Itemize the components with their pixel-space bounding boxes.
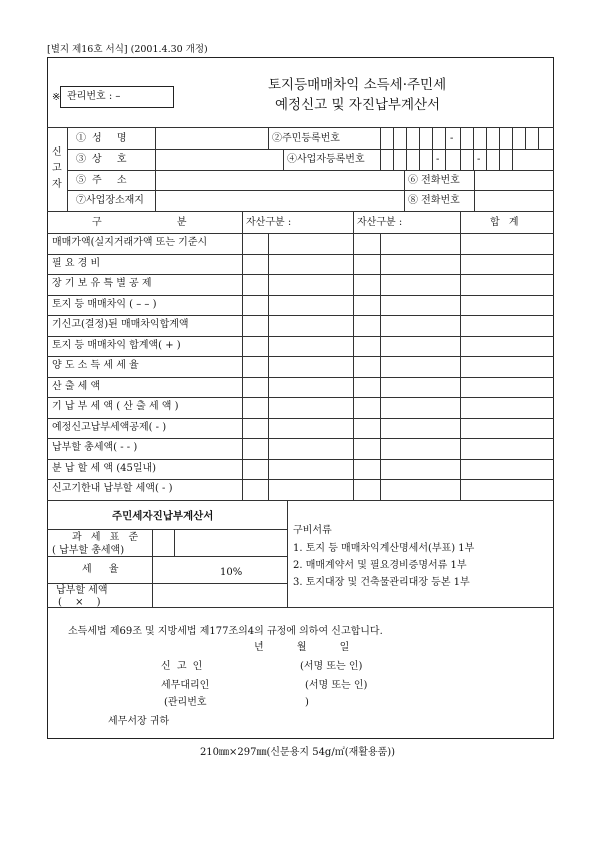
reporter-label: 신 고 자	[52, 147, 62, 190]
declaration-statement: 소득세법 제69조 및 지방세법 제177조의4의 규정에 의하여 신고합니다.	[68, 626, 383, 637]
row-label: 납부할 총세액( - - )	[52, 442, 138, 453]
attachment-3: 3. 토지대장 및 건축물관리대장 등본 1부	[293, 577, 470, 588]
row-label: 산 출 세 액	[52, 380, 101, 392]
attachment-1: 1. 토지 등 매매차익계산명세서(부표) 1부	[293, 543, 475, 554]
row-label: 기 납 부 세 액 ( 산 출 세 액 )	[52, 401, 179, 412]
row-label: 분 납 할 세 액 (45일내)	[52, 462, 157, 474]
management-number-label: 관리번호 : –	[67, 91, 121, 102]
row-label: 토지 등 매매차익 ( – – )	[52, 298, 157, 310]
rrn-label: ②주민등록번호	[272, 133, 340, 144]
row-label: 신고기한내 납부할 세액( - )	[52, 483, 173, 494]
trade-name-label: ③상 호	[76, 154, 133, 165]
title-line2: 예정신고 및 자진납부계산서	[275, 97, 441, 113]
row-label: 예정신고납부세액공제( - )	[52, 421, 167, 433]
agent-label: 세무대리인	[161, 680, 210, 691]
biz-address-label: ⑦사업장소재지	[76, 195, 144, 206]
tax-rate-label: 세 율	[82, 564, 119, 575]
attachments-title: 구비서류	[293, 525, 332, 536]
row-label: 장 기 보 유 특 별 공 제	[52, 278, 152, 289]
phone2-label: ⑧ 전화번호	[408, 195, 460, 206]
address-label: ⑤주 소	[76, 175, 133, 186]
agent-number-close: )	[305, 697, 309, 708]
asterisk-mark: ※	[52, 92, 61, 103]
row-label: 양 도 소 득 세 세 율	[52, 360, 139, 371]
biz-no-dash2: -	[477, 154, 481, 165]
attachment-2: 2. 매매계약서 및 필요경비증명서류 1부	[293, 560, 467, 571]
addressee: 세무서장 귀하	[108, 716, 170, 727]
name-label: ①성 명	[76, 133, 133, 144]
reporter-signature-note: (서명 또는 인)	[300, 661, 363, 672]
head-asset1: 자산구분 :	[246, 217, 292, 228]
biz-no-dash1: -	[436, 154, 440, 165]
resident-tax-title: 주민세자진납부계산서	[112, 510, 214, 522]
tax-base-sub: ( 납부할 총세액)	[52, 545, 125, 556]
pay-amount-sub: ( × )	[58, 597, 101, 608]
biz-no-label: ④사업자등록번호	[287, 154, 365, 165]
row-label: 토지 등 매매차익 합계액( + )	[52, 339, 181, 351]
head-asset2: 자산구분 :	[357, 217, 403, 228]
head-total: 합 계	[490, 217, 519, 228]
form-number: [별지 제16호 서식] (2001.4.30 개정)	[47, 44, 208, 55]
row-label: 필 요 경 비	[52, 257, 101, 269]
title-line1: 토지등매매차익 소득세·주민세	[268, 77, 447, 93]
agent-signature-note: (서명 또는 인)	[305, 680, 368, 691]
rrn-dash: -	[450, 133, 454, 144]
phone1-label: ⑥ 전화번호	[408, 175, 460, 186]
pay-amount-label: 납부할 세액	[56, 585, 108, 596]
agent-number-label: (관리번호	[164, 697, 207, 708]
tax-base-label: 과 세 표 준	[72, 532, 142, 543]
paper-spec-footer: 210㎜×297㎜(신문용지 54g/㎡(재활용품))	[199, 747, 396, 758]
row-label: 매매가액(실지거래가액 또는 기준시	[52, 237, 208, 248]
reporter-signature-label: 신 고 인	[161, 661, 203, 672]
head-category: 구 분	[92, 217, 193, 228]
tax-rate-value: 10%	[220, 567, 243, 578]
declaration-date: 년 월 일	[254, 642, 350, 653]
row-label: 기신고(결정)된 매매차익합계액	[52, 319, 189, 330]
